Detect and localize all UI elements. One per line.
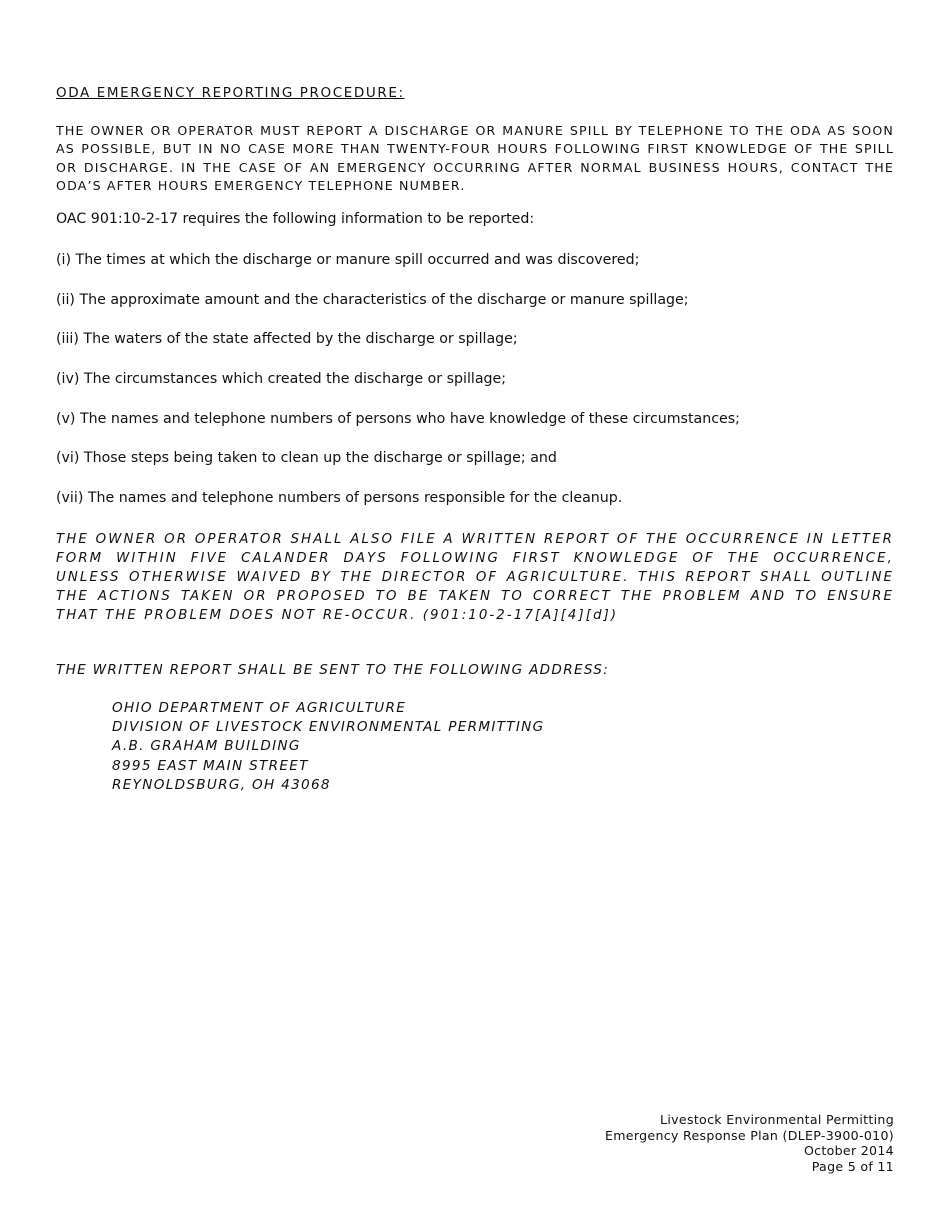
list-item: (iii) The waters of the state affected by the discharge or spillage; (56, 331, 518, 348)
written-report-paragraph: THE OWNER OR OPERATOR SHALL ALSO FILE A WRITTEN REPORT OF THE OCCURRENCE IN LETTER FORM WITHIN FIVE CALANDER DAYS FOLLOWING FIRST KNOWLEDGE OF THE OCCURRENCE, UNLESS OTHERWISE WAIVED BY THE DIRECTOR OF AGRICULTURE. THIS REPORT SHALL OUTLINE THE ACTIONS TAKEN OR PROPOSED TO BE TAKEN TO CORRECT THE PROBLEM AND TO ENSURE THAT THE PROBLEM DOES NOT RE-OCCUR. (901:10-2-17[A][4][d]) (56, 532, 894, 623)
footer-document-id: Emergency Response Plan (DLEP-3900-010) (604, 1127, 894, 1143)
requirements-list (56, 250, 740, 528)
list-item: (ii) The approximate amount and the characteristics of the discharge or manure spillage; (56, 291, 689, 308)
list-item: (iv) The circumstances which created the discharge or spillage; (56, 371, 507, 388)
address-line: A.B. GRAHAM BUILDING (112, 738, 301, 755)
list-item: (i) The times at which the discharge or manure spill occurred and was discovered; (56, 252, 640, 268)
mailing-address (112, 699, 545, 795)
list-item: (vii) The names and telephone numbers of persons responsible for the cleanup. (56, 490, 623, 507)
footer-date: October 2014 (803, 1143, 894, 1159)
oac-reference: OAC 901:10-2-17 requires the following information to be reported: (56, 211, 535, 227)
page-footer (605, 1112, 894, 1174)
page-number: Page 5 of 11 (811, 1158, 894, 1174)
address-line: OHIO DEPARTMENT OF AGRICULTURE (112, 700, 407, 716)
address-line: 8995 EAST MAIN STREET (112, 757, 309, 774)
section-heading: ODA EMERGENCY REPORTING PROCEDURE: (56, 85, 405, 101)
intro-paragraph: THE OWNER OR OPERATOR MUST REPORT A DISCHARGE OR MANURE SPILL BY TELEPHONE TO THE ODA AS SOON AS POSSIBLE, BUT IN NO CASE MORE THAN TWENTY-FOUR HOURS FOLLOWING FIRST KNOWLEDGE OF THE SPILL OR DISCHARGE. IN THE CASE OF AN EMERGENCY OCCURRING AFTER NORMAL BUSINESS HOURS, CONTACT THE ODA’S AFTER HOURS EMERGENCY TELEPHONE NUMBER. (56, 123, 894, 193)
address-line: DIVISION OF LIVESTOCK ENVIRONMENTAL PERMITTING (112, 719, 545, 736)
list-item: (vi) Those steps being taken to clean up the discharge or spillage; and (56, 450, 557, 467)
send-to-line: THE WRITTEN REPORT SHALL BE SENT TO THE FOLLOWING ADDRESS: (56, 662, 610, 678)
footer-program: Livestock Environmental Permitting (660, 1112, 894, 1127)
list-item: (v) The names and telephone numbers of persons who have knowledge of these circumstances; (56, 410, 740, 427)
address-line: REYNOLDSBURG, OH 43068 (112, 776, 331, 793)
